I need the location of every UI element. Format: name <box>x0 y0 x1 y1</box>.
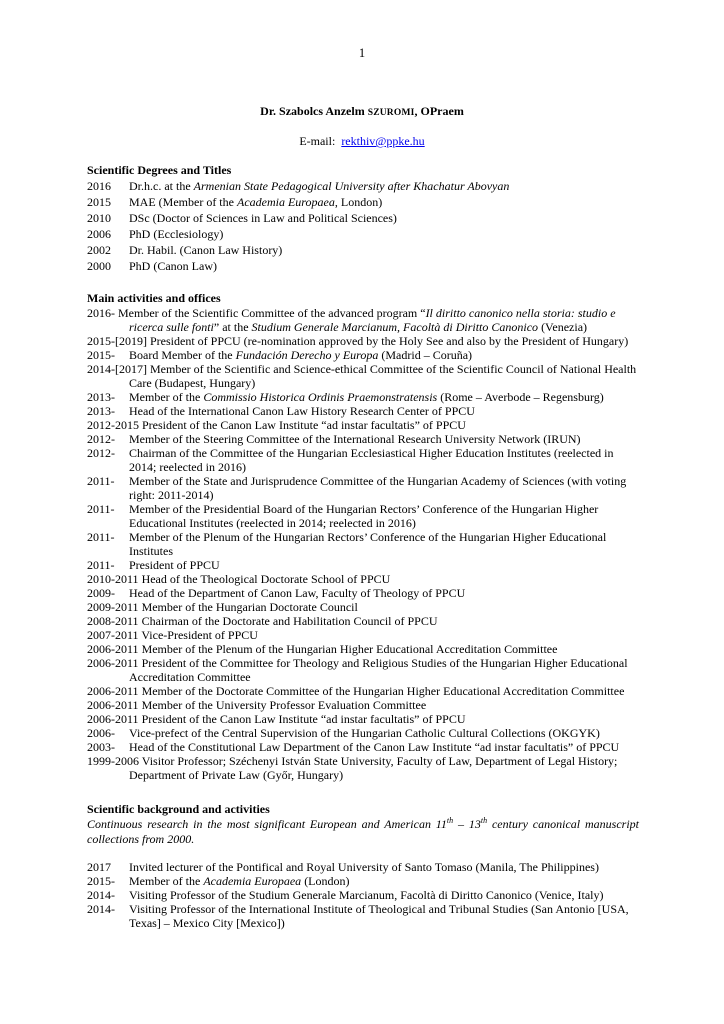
entry-text: Vice-President of PPCU <box>141 628 258 642</box>
entry-text: Member of the Scientific Committee of the advanced program “ <box>118 306 426 320</box>
entry-row <box>87 334 639 348</box>
entry-year: 2009-2011 <box>87 600 142 614</box>
entry-text: (Madrid – Coruña) <box>378 348 473 362</box>
entry-text: Board Member of the <box>129 348 236 362</box>
entry-text: Member of the Doctorate Committee of the Hungarian Higher Educational Accreditation Committee <box>141 684 625 698</box>
intro-text-a: Continuous research in the most significant European and American 11 <box>87 817 447 831</box>
entry-row <box>87 698 639 712</box>
email-label: E-mail: <box>299 134 336 148</box>
entry-year: 2006 <box>87 227 111 241</box>
entry-row <box>87 242 637 258</box>
entry-year: 2011- <box>87 530 115 544</box>
intro-sup-1: th <box>446 816 454 825</box>
entry-row <box>87 404 639 418</box>
background-intro <box>87 817 639 846</box>
entry-row <box>87 684 639 698</box>
entry-text: Visiting Professor of the International Institute of Theological and Tribunal Studies (San Antonio [USA, Texas] – Mexico City [Mexico]) <box>129 902 629 930</box>
entry-row <box>87 258 637 274</box>
entry-year: 2011- <box>87 474 115 488</box>
name-suffix: , OPraem <box>414 104 464 118</box>
entry-text: Member of the State and Jurisprudence Committee of the Hungarian Academy of Sciences (with voting right: 2011-2014) <box>129 474 627 502</box>
entry-year: 2015- <box>87 874 115 888</box>
entry-year: 2014- <box>87 902 115 916</box>
entry-year: 2002 <box>87 243 111 257</box>
entry-year: 2012-2015 <box>87 418 142 432</box>
entry-text: (Rome – Averbode – Regensburg) <box>437 390 604 404</box>
degrees-heading: Scientific Degrees and Titles <box>87 163 232 177</box>
entry-text: President of the Canon Law Institute “ad instar facultatis” of PPCU <box>142 418 466 432</box>
page-number: 1 <box>358 46 366 60</box>
entry-row <box>87 860 639 874</box>
entry-row <box>87 614 639 628</box>
activities-list <box>87 306 639 782</box>
entry-row <box>87 572 639 586</box>
entry-row <box>87 888 639 902</box>
entry-text: Head of the Theological Doctorate School of PPCU <box>141 572 391 586</box>
entry-text: Fundación Derecho y Europa <box>235 348 379 362</box>
background-list <box>87 860 639 930</box>
entry-row <box>87 194 637 210</box>
entry-row <box>87 178 637 194</box>
entry-year: 2017 <box>87 860 111 874</box>
entry-row <box>87 390 639 404</box>
entry-text: Dr.h.c. at the <box>129 179 194 193</box>
entry-text: President of PPCU <box>129 558 220 572</box>
entry-year: 2012- <box>87 446 115 460</box>
entry-row <box>87 432 639 446</box>
entry-text: (London) <box>301 874 350 888</box>
entry-text: Member of the <box>129 874 204 888</box>
entry-text: Chairman of the Committee of the Hungarian Ecclesiastical Higher Education Institutes (reelected in 2014; reelected in 2016) <box>129 446 614 474</box>
entry-row <box>87 418 639 432</box>
entry-year: 2006-2011 <box>87 698 142 712</box>
entry-row <box>87 642 639 656</box>
entry-year: 2013- <box>87 390 115 404</box>
activities-heading: Main activities and offices <box>87 291 221 305</box>
entry-text: President of the Canon Law Institute “ad instar facultatis” of PPCU <box>141 712 466 726</box>
entry-year: 2014- <box>87 888 115 902</box>
entry-text: Visiting Professor of the Studium Generale Marcianum, Facoltà di Diritto Canonico (Venice, Italy) <box>129 888 604 902</box>
name-surname: SZUROMI <box>367 108 415 118</box>
entry-text: Member of the Steering Committee of the International Research University Network (IRUN) <box>129 432 581 446</box>
intro-text-c: century canonical manuscript collections from 2000. <box>87 817 639 846</box>
entry-year: 2014-[2017] <box>87 362 150 376</box>
entry-text: , London) <box>334 195 383 209</box>
entry-year: 2007-2011 <box>87 628 142 642</box>
email-line <box>0 134 724 149</box>
entry-text: Armenian State Pedagogical University after Khachatur Abovyan <box>193 179 510 193</box>
background-heading: Scientific background and activities <box>87 802 270 816</box>
entry-row <box>87 586 639 600</box>
entry-row <box>87 726 639 740</box>
entry-row <box>87 874 639 888</box>
entry-year: 2015- <box>87 348 115 362</box>
entry-text: Dr. Habil. (Canon Law History) <box>129 243 283 257</box>
entry-text: ” at the <box>213 320 252 334</box>
intro-text-b: – 13 <box>453 817 481 831</box>
entry-text: Member of the Plenum of the Hungarian Rectors’ Conference of the Hungarian Higher Educational Institutes <box>129 530 607 558</box>
entry-text: (Venezia) <box>538 320 588 334</box>
entry-year: 2015 <box>87 195 111 209</box>
entry-text: Member of the University Professor Evaluation Committee <box>141 698 427 712</box>
entry-year: 2012- <box>87 432 115 446</box>
author-name <box>0 104 724 119</box>
entry-year: 2006-2011 <box>87 656 142 670</box>
entry-text: Member of the Plenum of the Hungarian Higher Educational Accreditation Committee <box>141 642 558 656</box>
entry-row <box>87 530 639 558</box>
entry-year: 2015-[2019] <box>87 334 150 348</box>
entry-text: Head of the Constitutional Law Department of the Canon Law Institute “ad instar facultatis” of PPCU <box>129 740 620 754</box>
entry-text: Member of the Scientific and Science-ethical Committee of the Scientific Council of National Health Care (Budapest, Hungary) <box>129 362 637 390</box>
entry-row <box>87 348 639 362</box>
entry-text: Invited lecturer of the Pontifical and Royal University of Santo Tomaso (Manila, The Philippines) <box>129 860 599 874</box>
degrees-list <box>87 178 637 274</box>
entry-year: 2000 <box>87 259 111 273</box>
intro-sup-2: th <box>480 816 488 825</box>
entry-text: PhD (Canon Law) <box>129 259 217 273</box>
entry-text: Commissio Historica Ordinis Praemonstratensis <box>203 390 438 404</box>
entry-row <box>87 740 639 754</box>
entry-year: 2006-2011 <box>87 642 142 656</box>
entry-year: 2011- <box>87 502 115 516</box>
entry-text: Visitor Professor; Széchenyi István State University, Faculty of Law, Department of Legal History; Department of Private Law (Győr, Hungary) <box>129 754 618 782</box>
entry-text: PhD (Ecclesiology) <box>129 227 224 241</box>
entry-year: 2010-2011 <box>87 572 142 586</box>
entry-year: 2011- <box>87 558 115 572</box>
entry-text: Member of the <box>129 390 204 404</box>
entry-row <box>87 628 639 642</box>
entry-text: MAE (Member of the <box>129 195 237 209</box>
entry-year: 2006-2011 <box>87 684 142 698</box>
name-prefix: Dr. Szabolcs Anzelm <box>260 104 368 118</box>
entry-year: 1999-2006 <box>87 754 142 768</box>
entry-row <box>87 502 639 530</box>
entry-row <box>87 754 639 782</box>
entry-row <box>87 210 637 226</box>
entry-text: Academia Europaea <box>236 195 335 209</box>
entry-row <box>87 226 637 242</box>
entry-text: Vice-prefect of the Central Supervision of the Hungarian Catholic Cultural Collections (OKGYK) <box>129 726 600 740</box>
entry-text: Chairman of the Doctorate and Habilitation Council of PPCU <box>141 614 438 628</box>
entry-year: 2016 <box>87 179 111 193</box>
entry-year: 2010 <box>87 211 111 225</box>
entry-row <box>87 446 639 474</box>
entry-text: Academia Europaea <box>203 874 302 888</box>
entry-year: 2013- <box>87 404 115 418</box>
entry-row <box>87 902 639 930</box>
entry-text: DSc (Doctor of Sciences in Law and Political Sciences) <box>129 211 397 225</box>
entry-row <box>87 656 639 684</box>
entry-year: 2006- <box>87 726 115 740</box>
entry-year: 2008-2011 <box>87 614 142 628</box>
entry-row <box>87 712 639 726</box>
entry-row <box>87 362 639 390</box>
entry-text: Head of the International Canon Law History Research Center of PPCU <box>129 404 475 418</box>
entry-text: President of PPCU (re-nomination approved by the Holy See and also by the President of Hungary) <box>150 334 629 348</box>
entry-row <box>87 474 639 502</box>
entry-year: 2003- <box>87 740 115 754</box>
entry-row <box>87 306 639 334</box>
email-link[interactable]: rekthiv@ppke.hu <box>341 134 425 148</box>
entry-text: President of the Committee for Theology and Religious Studies of the Hungarian Higher Educational Accreditation Committee <box>129 656 628 684</box>
entry-text: Member of the Presidential Board of the Hungarian Rectors’ Conference of the Hungarian Higher Educational Institutes (reelected in 2014; reelected in 2016) <box>129 502 599 530</box>
entry-row <box>87 600 639 614</box>
entry-text: Head of the Department of Canon Law, Faculty of Theology of PPCU <box>129 586 466 600</box>
entry-text: Member of the Hungarian Doctorate Council <box>141 600 358 614</box>
entry-year: 2006-2011 <box>87 712 142 726</box>
entry-year: 2009- <box>87 586 115 600</box>
entry-text: Studium Generale Marcianum, Facoltà di Diritto Canonico <box>251 320 539 334</box>
entry-row <box>87 558 639 572</box>
entry-text: Il diritto canonico nella storia: studio e ricerca sulle fonti <box>129 306 616 334</box>
entry-year: 2016- <box>87 306 118 320</box>
